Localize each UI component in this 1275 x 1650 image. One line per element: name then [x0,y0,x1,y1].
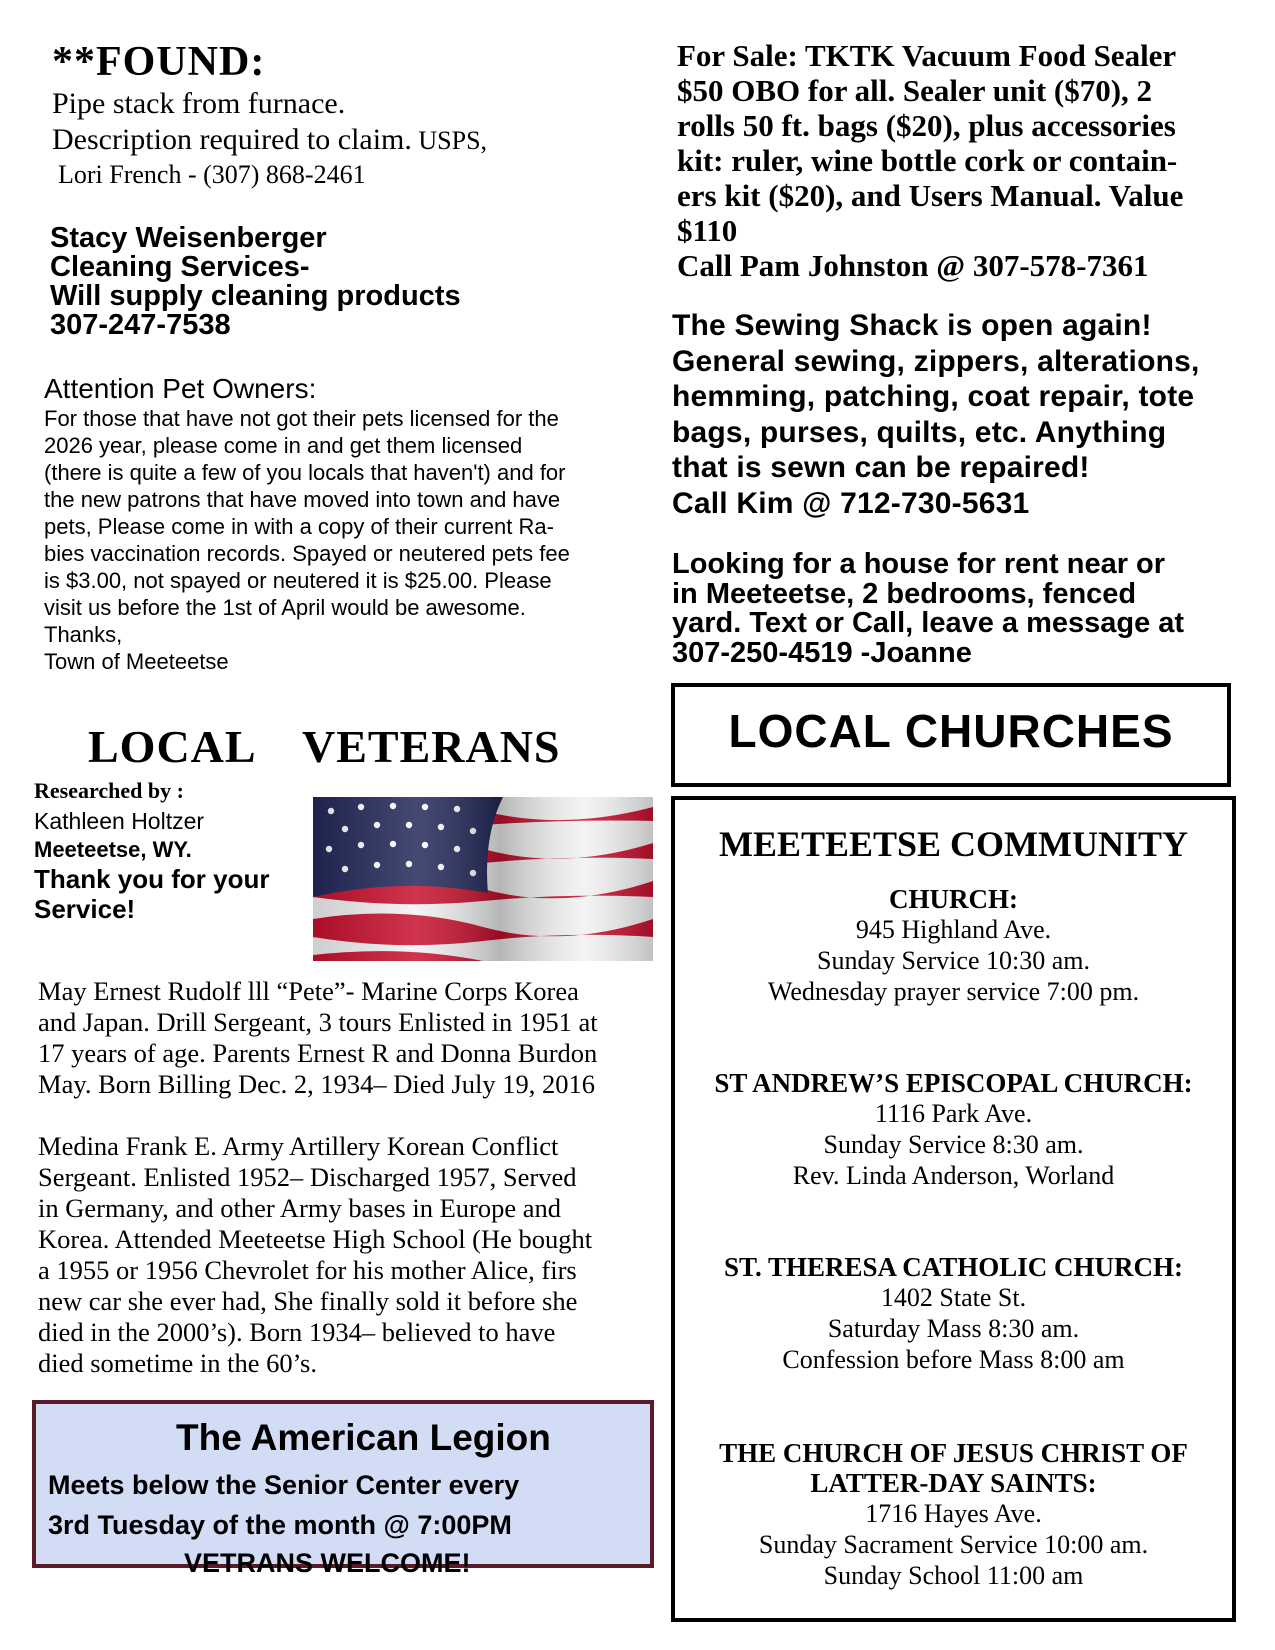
sewing-shack-ad [672,308,1200,521]
church-name: THE CHURCH OF JESUS CHRIST OF [719,1438,1188,1468]
pets-line: 2026 year, please come in and get them licensed [44,433,523,458]
veteran-line: May. Born Billing Dec. 2, 1934– Died July 19, 2016 [38,1069,595,1099]
church-detail: Sunday Service 8:30 am. [823,1130,1084,1159]
american-flag-image [313,797,653,961]
church-name: ST ANDREW’S EPISCOPAL CHURCH: [714,1068,1193,1098]
cleaning-phone: 307-247-7538 [50,309,231,341]
veteran-line: Medina Frank E. Army Artillery Korean Conflict [38,1131,559,1161]
veteran-line: new car she ever had, She finally sold it before she [38,1286,578,1316]
cleaning-line: Will supply cleaning products [50,280,461,312]
church-entry [675,1068,1232,1191]
found-line-2-usps: USPS, [411,126,488,155]
found-heading: **FOUND: [52,39,266,85]
veteran-entry [38,976,663,1100]
legion-title: The American Legion [176,1417,551,1458]
pets-line: Thanks, [44,622,123,647]
veteran-line: May Ernest Rudolf lll “Pete”- Marine Corps Korea [38,976,579,1006]
church-detail: Confession before Mass 8:00 am [782,1345,1125,1374]
veterans-heading-left: LOCAL [88,721,257,772]
churches-title: MEETEETSE COMMUNITY [718,824,1189,864]
church-detail: Rev. Linda Anderson, Worland [792,1161,1115,1190]
sale-contact: Call Pam Johnston @ 307-578-7361 [677,248,1149,283]
researched-by-label: Researched by : [34,778,184,803]
pets-line: bies vaccination records. Spayed or neutered pets fee [44,541,570,566]
sale-line: rolls 50 ft. bags ($20), plus accessories [677,108,1176,143]
sewing-line: General sewing, zippers, alterations, [672,344,1200,378]
sale-line: $50 OBO for all. Sealer unit ($70), 2 [677,73,1153,108]
researcher-credit [34,776,269,924]
legion-line-2: 3rd Tuesday of the month @ 7:00PM [48,1510,512,1540]
veterans-list [38,976,663,1410]
house-line: in Meeteetse, 2 bedrooms, fenced [672,577,1137,610]
pets-line: the new patrons that have moved into town and have [44,487,561,512]
church-detail: Sunday School 11:00 am [823,1561,1084,1590]
church-name: CHURCH: [889,884,1018,914]
pet-owners-notice [44,373,644,675]
church-detail: Wednesday prayer service 7:00 pm. [767,977,1140,1006]
legion-line-1: Meets below the Senior Center every [48,1470,520,1500]
cleaning-line: Cleaning Services- [50,251,310,283]
for-sale-ad [677,38,1183,283]
local-churches-heading: LOCAL CHURCHES [671,683,1231,787]
pets-line: (there is quite a few of you locals that haven't) and for [44,460,566,485]
church-name-line-2: LATTER-DAY SAINTS: [810,1468,1097,1498]
cleaning-line: Stacy Weisenberger [50,222,327,254]
church-name: ST. THERESA CATHOLIC CHURCH: [723,1252,1184,1282]
house-wanted-ad [672,550,1184,668]
church-detail: Sunday Service 10:30 am. [817,946,1090,975]
church-entry [675,1438,1232,1591]
sewing-line: bags, purses, quilts, etc. Anything [672,415,1167,449]
cleaning-ad [50,224,461,340]
veteran-line: Korea. Attended Meeteetse High School (He bought [38,1224,593,1254]
sewing-line: hemming, patching, coat repair, tote [672,380,1195,413]
veterans-heading-right: VETERANS [302,721,561,772]
house-line: Looking for a house for rent near or [672,548,1166,580]
researcher-name: Kathleen Holtzer [34,808,205,834]
veteran-line: Sergeant. Enlisted 1952– Discharged 1957, Served [38,1162,577,1192]
veteran-entry [38,1131,663,1379]
thanks-line-2: Service! [34,894,136,924]
church-detail: 1716 Hayes Ave. [865,1499,1042,1528]
found-notice [52,38,652,191]
veteran-line: and Japan. Drill Sergeant, 3 tours Enlisted in 1951 at [38,1007,598,1037]
found-contact: Lori French - (307) 868-2461 [58,160,366,189]
veteran-line: in Germany, and other Army bases in Europe and [38,1193,561,1223]
church-detail: Sunday Sacrament Service 10:00 am. [758,1530,1149,1559]
church-detail: 945 Highland Ave. [855,915,1052,944]
house-line: yard. Text or Call, leave a message at [672,607,1185,639]
sewing-line: The Sewing Shack is open again! [672,309,1152,342]
church-entry [675,1252,1232,1375]
found-line-2-text: Description required to claim. [52,123,412,156]
house-contact: 307-250-4519 -Joanne [672,636,972,669]
church-detail: 1402 State St. [880,1283,1027,1312]
american-legion-box [32,1400,654,1578]
sale-line: $110 [677,213,738,248]
veteran-line: died in the 2000’s). Born 1934– believed to have [38,1317,556,1347]
pets-line: is $3.00, not spayed or neutered it is $25.00. Please [44,568,552,593]
pets-line: visit us before the 1st of April would be awesome. [44,595,526,620]
sale-line: ers kit ($20), and Users Manual. Value [677,178,1184,213]
church-entry [675,884,1232,1007]
veteran-line: 17 years of age. Parents Ernest R and Donna Burdon [38,1038,598,1068]
church-detail: Saturday Mass 8:30 am. [827,1314,1080,1343]
veteran-line: a 1955 or 1956 Chevrolet for his mother Alice, firs [38,1255,577,1285]
pets-line: For those that have not got their pets licensed for the [44,406,559,431]
pets-line: pets, Please come in with a copy of their current Ra- [44,514,554,539]
found-line-1: Pipe stack from furnace. [52,87,346,120]
pets-signature: Town of Meeteetse [44,649,229,674]
churches-box [671,796,1236,1622]
veteran-line: died sometime in the 60’s. [38,1348,317,1378]
legion-line-3: VETRANS WELCOME! [184,1548,471,1578]
found-line-2 [52,122,652,159]
sale-line: For Sale: TKTK Vacuum Food Sealer [677,38,1177,73]
thanks-line-1: Thank you for your [34,864,270,894]
sewing-contact: Call Kim @ 712-730-5631 [672,486,1030,520]
pets-heading: Attention Pet Owners: [44,373,317,404]
sale-line: kit: ruler, wine bottle cork or contain- [677,143,1178,178]
church-detail: 1116 Park Ave. [874,1099,1033,1128]
sewing-line: that is sewn can be repaired! [672,451,1090,484]
researcher-location: Meeteetse, WY. [34,837,192,862]
